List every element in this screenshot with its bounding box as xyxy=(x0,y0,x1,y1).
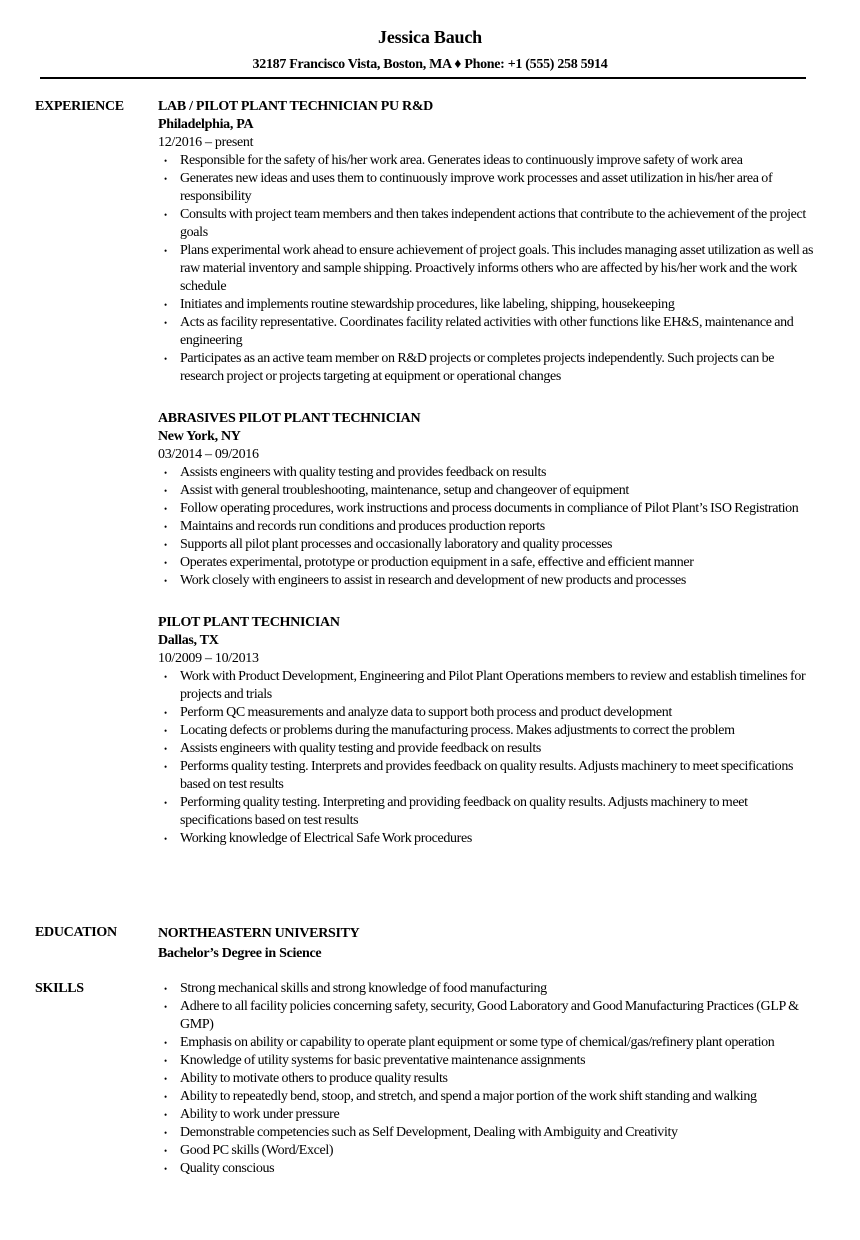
bullet-icon: • xyxy=(164,246,167,256)
skill-text: Knowledge of utility systems for basic preventative maintenance assignments xyxy=(180,1053,586,1068)
list-item xyxy=(164,722,818,740)
duty-text: Perform QC measurements and analyze data to support both process and product development xyxy=(180,705,672,720)
list-item xyxy=(164,170,818,206)
duty-text: Maintains and records run conditions and produces production reports xyxy=(180,519,545,534)
duty-text: Participates as an active team member on R&D projects or completes projects independently. Such projects can be research project or projects targeting at equipment or operational changes xyxy=(180,351,775,384)
skill-text: Ability to repeatedly bend, stoop, and stretch, and spend a major portion of the work shift standing and walking xyxy=(180,1089,757,1104)
skill-text: Good PC skills (Word/Excel) xyxy=(180,1143,334,1158)
skill-text: Emphasis on ability or capability to operate plant equipment or some type of chemical/gas/refinery plant operation xyxy=(180,1035,775,1050)
skills-body xyxy=(158,980,818,1178)
list-item xyxy=(164,1034,818,1052)
list-item xyxy=(164,704,818,722)
bullet-icon: • xyxy=(164,300,167,310)
job-dates: 12/2016 – present xyxy=(158,135,254,150)
list-item xyxy=(164,740,818,758)
list-item xyxy=(164,464,818,482)
skills-list xyxy=(158,980,818,1178)
bullet-icon: • xyxy=(164,354,167,364)
list-item xyxy=(164,296,818,314)
education-body xyxy=(158,924,818,964)
duty-text: Consults with project team members and then takes independent actions that contribute to the achievement of the project goals xyxy=(180,207,806,240)
bullet-icon: • xyxy=(164,540,167,550)
list-item xyxy=(164,1088,818,1106)
list-item xyxy=(164,1142,818,1160)
degree-name: Bachelor’s Degree in Science xyxy=(158,946,322,961)
list-item xyxy=(164,794,818,830)
header-divider xyxy=(40,77,806,79)
duty-text: Working knowledge of Electrical Safe Work procedures xyxy=(180,831,472,846)
bullet-icon: • xyxy=(164,1146,167,1156)
duty-text: Acts as facility representative. Coordinates facility related activities with other functions like EH&S, maintenance and engineering xyxy=(180,315,794,348)
bullet-icon: • xyxy=(164,984,167,994)
job-entry xyxy=(158,410,818,590)
list-item xyxy=(164,668,818,704)
resume-header xyxy=(0,26,860,74)
list-item xyxy=(164,536,818,554)
job-dates: 03/2014 – 09/2016 xyxy=(158,447,259,462)
list-item xyxy=(164,758,818,794)
bullet-icon: • xyxy=(164,762,167,772)
list-item xyxy=(164,572,818,590)
job-title: LAB / PILOT PLANT TECHNICIAN PU R&D xyxy=(158,99,433,114)
bullet-icon: • xyxy=(164,798,167,808)
duty-text: Performing quality testing. Interpreting and providing feedback on quality results. Adjusts machinery to meet specifications based on test results xyxy=(180,795,748,828)
list-item xyxy=(164,1106,818,1124)
bullet-icon: • xyxy=(164,1056,167,1066)
job-duties-list xyxy=(158,668,818,848)
job-location: New York, NY xyxy=(158,429,241,444)
list-item xyxy=(164,482,818,500)
list-item xyxy=(164,998,818,1034)
duty-text: Work with Product Development, Engineering and Pilot Plant Operations members to review and establish timelines for projects and trials xyxy=(180,669,806,702)
list-item xyxy=(164,830,818,848)
section-label-education: EDUCATION xyxy=(35,925,117,940)
list-item xyxy=(164,314,818,350)
bullet-icon: • xyxy=(164,834,167,844)
duty-text: Operates experimental, prototype or production equipment in a safe, effective and efficient manner xyxy=(180,555,694,570)
bullet-icon: • xyxy=(164,1110,167,1120)
bullet-icon: • xyxy=(164,468,167,478)
skill-text: Ability to motivate others to produce quality results xyxy=(180,1071,448,1086)
list-item xyxy=(164,500,818,518)
section-label-skills: SKILLS xyxy=(35,981,84,996)
bullet-icon: • xyxy=(164,576,167,586)
bullet-icon: • xyxy=(164,504,167,514)
list-item xyxy=(164,152,818,170)
job-duties-list xyxy=(158,464,818,590)
bullet-icon: • xyxy=(164,672,167,682)
bullet-icon: • xyxy=(164,558,167,568)
list-item xyxy=(164,518,818,536)
duty-text: Supports all pilot plant processes and occasionally laboratory and quality processes xyxy=(180,537,613,552)
school-name: NORTHEASTERN UNIVERSITY xyxy=(158,926,360,941)
job-title: ABRASIVES PILOT PLANT TECHNICIAN xyxy=(158,411,421,426)
experience-body xyxy=(158,98,818,872)
list-item xyxy=(164,350,818,386)
list-item xyxy=(164,554,818,572)
bullet-icon: • xyxy=(164,708,167,718)
list-item xyxy=(164,1124,818,1142)
bullet-icon: • xyxy=(164,1128,167,1138)
bullet-icon: • xyxy=(164,726,167,736)
section-label-experience: EXPERIENCE xyxy=(35,99,124,114)
duty-text: Assist with general troubleshooting, maintenance, setup and changeover of equipment xyxy=(180,483,629,498)
duty-text: Assists engineers with quality testing and provide feedback on results xyxy=(180,741,541,756)
duty-text: Assists engineers with quality testing and provides feedback on results xyxy=(180,465,547,480)
list-item xyxy=(164,1070,818,1088)
skill-text: Ability to work under pressure xyxy=(180,1107,340,1122)
bullet-icon: • xyxy=(164,1038,167,1048)
duty-text: Locating defects or problems during the manufacturing process. Makes adjustments to correct the problem xyxy=(180,723,735,738)
bullet-icon: • xyxy=(164,1092,167,1102)
bullet-icon: • xyxy=(164,522,167,532)
skill-text: Adhere to all facility policies concerning safety, security, Good Laboratory and Good Manufacturing Practices (GLP & GMP) xyxy=(180,999,799,1032)
job-title: PILOT PLANT TECHNICIAN xyxy=(158,615,340,630)
list-item xyxy=(164,980,818,998)
skill-text: Strong mechanical skills and strong knowledge of food manufacturing xyxy=(180,981,547,996)
bullet-icon: • xyxy=(164,174,167,184)
job-dates: 10/2009 – 10/2013 xyxy=(158,651,259,666)
bullet-icon: • xyxy=(164,156,167,166)
bullet-icon: • xyxy=(164,1164,167,1174)
job-location: Dallas, TX xyxy=(158,633,219,648)
job-location: Philadelphia, PA xyxy=(158,117,254,132)
candidate-name: Jessica Bauch xyxy=(378,27,482,47)
duty-text: Generates new ideas and uses them to continuously improve work processes and asset utilization in his/her area of responsibility xyxy=(180,171,773,204)
duty-text: Responsible for the safety of his/her work area. Generates ideas to continuously improve safety of work area xyxy=(180,153,743,168)
bullet-icon: • xyxy=(164,744,167,754)
job-entry xyxy=(158,98,818,386)
list-item xyxy=(164,1160,818,1178)
bullet-icon: • xyxy=(164,1074,167,1084)
job-entry xyxy=(158,614,818,848)
job-duties-list xyxy=(158,152,818,386)
contact-info: 32187 Francisco Vista, Boston, MA ♦ Phone: +1 (555) 258 5914 xyxy=(252,57,608,72)
skill-text: Demonstrable competencies such as Self Development, Dealing with Ambiguity and Creativity xyxy=(180,1125,678,1140)
duty-text: Follow operating procedures, work instructions and process documents in compliance of Pilot Plant’s ISO Registration xyxy=(180,501,799,516)
bullet-icon: • xyxy=(164,1002,167,1012)
skill-text: Quality conscious xyxy=(180,1161,275,1176)
duty-text: Initiates and implements routine stewardship procedures, like labeling, shipping, housekeeping xyxy=(180,297,675,312)
duty-text: Performs quality testing. Interprets and provides feedback on quality results. Adjusts machinery to meet specifications based on test results xyxy=(180,759,794,792)
bullet-icon: • xyxy=(164,318,167,328)
duty-text: Plans experimental work ahead to ensure achievement of project goals. This includes managing asset utilization as well as raw material inventory and sample shipping. Proactively informs others who are affected by his/her work and the work schedule xyxy=(180,243,814,294)
list-item xyxy=(164,1052,818,1070)
list-item xyxy=(164,206,818,242)
duty-text: Work closely with engineers to assist in research and development of new products and processes xyxy=(180,573,687,588)
list-item xyxy=(164,242,818,296)
bullet-icon: • xyxy=(164,210,167,220)
bullet-icon: • xyxy=(164,486,167,496)
